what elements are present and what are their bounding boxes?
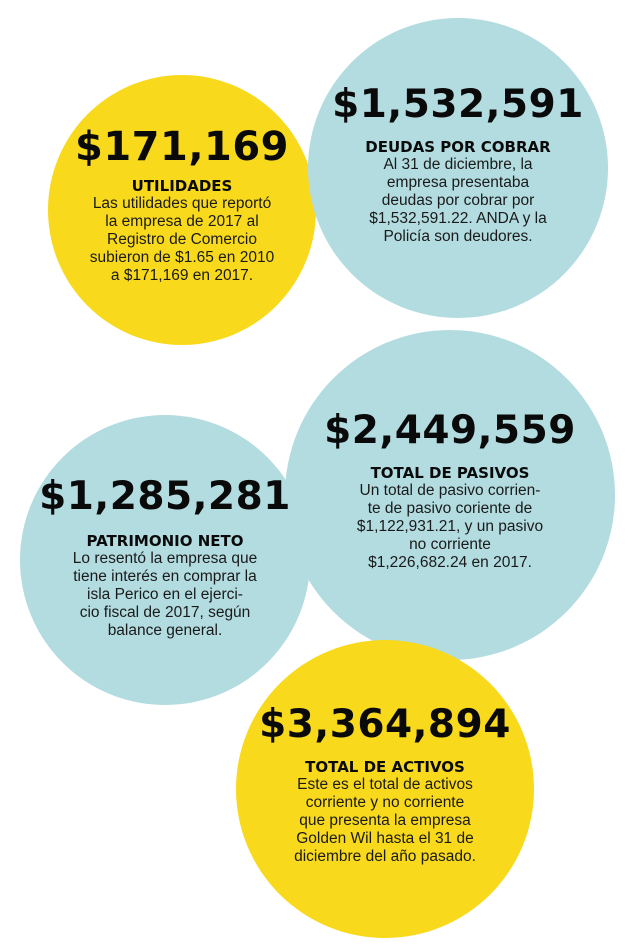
description-line: a $171,169 en 2017. <box>110 267 254 284</box>
description-line: tiene interés en comprar la <box>73 567 257 585</box>
total-activos-heading: TOTAL DE ACTIVOS <box>305 757 465 776</box>
description-line: empresa presentaba <box>386 173 530 191</box>
description-line: $1,226,682.24 en 2017. <box>368 553 532 571</box>
total-activos-circle <box>236 640 534 938</box>
description-line: corriente y no corriente <box>305 793 465 811</box>
total-pasivos-circle <box>285 330 615 660</box>
patrimonio-neto-amount: $1,285,281 <box>39 473 291 519</box>
description-line: Lo resentó la empresa que <box>72 549 258 567</box>
description-line: diciembre del año pasado. <box>294 847 476 865</box>
utilidades-heading: UTILIDADES <box>131 177 233 195</box>
description-line: Policía son deudores. <box>383 227 533 245</box>
patrimonio-neto-circle <box>20 415 310 705</box>
description-line: Este es el total de activos <box>297 775 473 793</box>
total-pasivos-description <box>357 482 543 572</box>
deudas-por-cobrar-circle <box>308 18 608 318</box>
description-line: $1,122,931.21, y un pasivo <box>356 517 544 535</box>
utilidades-description <box>90 195 274 285</box>
patrimonio-neto-description <box>73 550 257 640</box>
utilidades-circle <box>48 75 316 345</box>
total-activos-description <box>294 776 476 866</box>
description-line: que presenta la empresa <box>299 811 471 829</box>
total-activos-amount: $3,364,894 <box>259 701 511 747</box>
description-line: la empresa de 2017 al <box>105 213 259 230</box>
patrimonio-neto-heading: PATRIMONIO NETO <box>86 531 244 550</box>
description-line: te de pasivo coriente de <box>367 499 533 517</box>
deudas-por-cobrar-amount: $1,532,591 <box>332 81 584 127</box>
total-pasivos-amount: $2,449,559 <box>324 407 576 453</box>
description-line: Al 31 de diciembre, la <box>383 155 533 173</box>
deudas-por-cobrar-description <box>369 156 547 246</box>
description-line: Las utilidades que reportó <box>92 195 272 212</box>
description-line: deudas por cobrar por <box>381 191 535 209</box>
description-line: isla Perico en el ejerci- <box>87 585 243 603</box>
description-line: $1,532,591.22. ANDA y la <box>369 209 547 227</box>
total-pasivos-heading: TOTAL DE PASIVOS <box>370 463 530 482</box>
description-line: Golden Wil hasta el 31 de <box>296 829 474 847</box>
description-line: balance general. <box>107 621 223 639</box>
description-line: subieron de $1.65 en 2010 <box>89 249 275 266</box>
description-line: no corriente <box>409 535 491 553</box>
description-line: Un total de pasivo corrien- <box>359 481 541 499</box>
deudas-por-cobrar-heading: DEUDAS POR COBRAR <box>365 137 551 156</box>
description-line: cio fiscal de 2017, según <box>79 603 251 621</box>
description-line: Registro de Comercio <box>107 231 257 248</box>
utilidades-amount: $171,169 <box>74 124 290 170</box>
